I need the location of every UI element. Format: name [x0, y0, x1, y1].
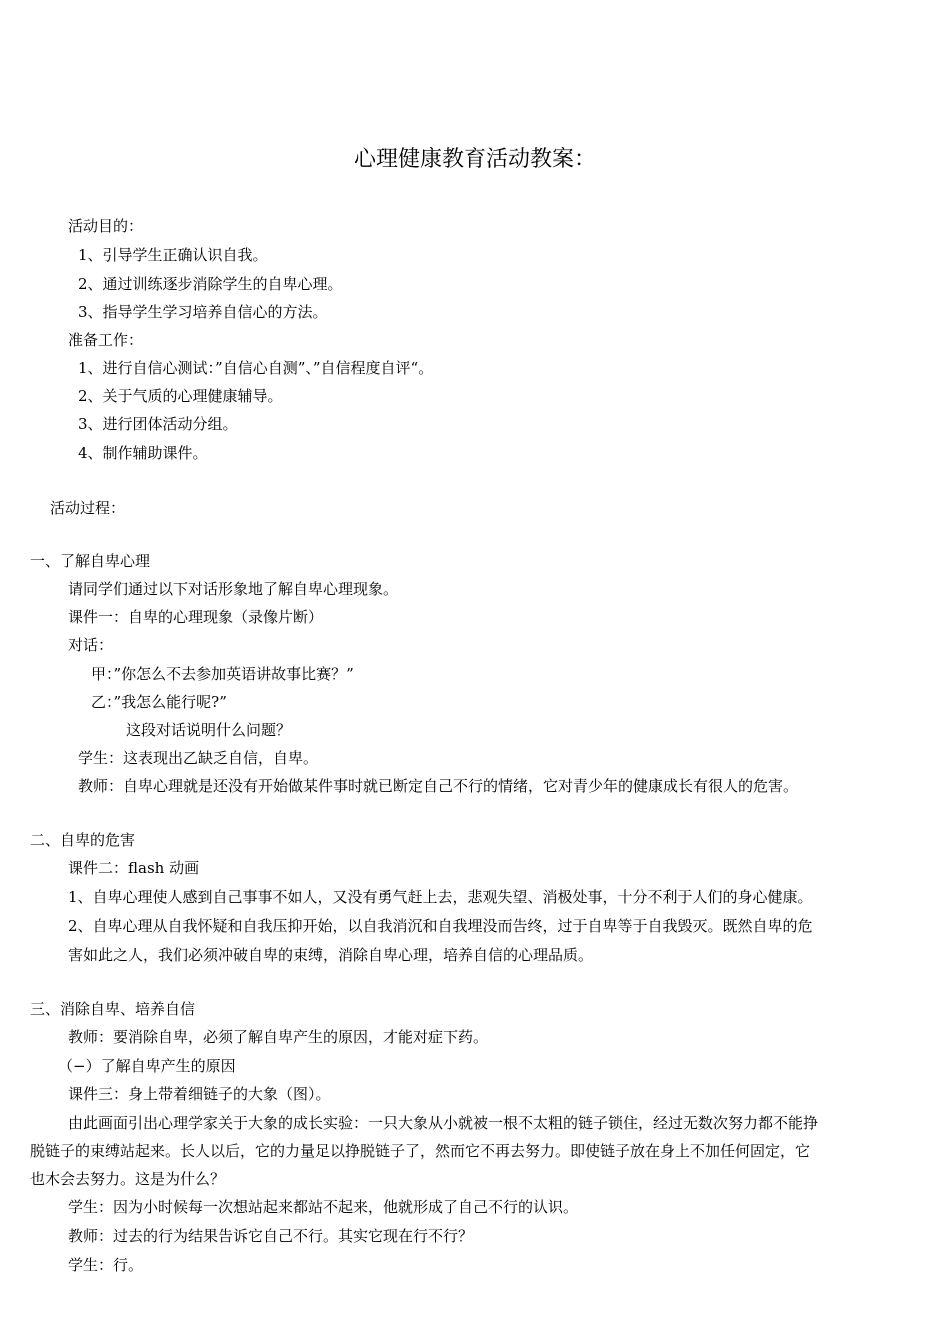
- purpose-item: 2、通过训练逐步消除学生的自卑心理。: [78, 275, 343, 293]
- prep-item: 2、关于气质的心理健康辅导。: [78, 387, 283, 405]
- section2-heading: 二、自卑的危害: [30, 831, 136, 849]
- process-heading: 活动过程：: [50, 499, 126, 517]
- purpose-item: 1、引导学生正确认识自我。: [78, 246, 268, 264]
- prep-item: 3、进行团体活动分组。: [78, 415, 238, 433]
- section3-line: 课件三：身上带着细链子的大象（图）。: [68, 1085, 331, 1103]
- section2-line: 1、自卑心理使人感到自己事事不如人，又没有勇气赶上去，悲观失望、消极处事，十分不利于人们的身心健康。: [68, 888, 813, 906]
- section3-line: 教师：过去的行为结果告诉它自己不行。其实它现在行不行？: [68, 1227, 474, 1245]
- dialogue-line-a: 甲：”你怎么不去参加英语讲故事比赛？”: [91, 665, 354, 683]
- section3-line: 由此画面引出心理学家关于大象的成长实验：一只大象从小就被一根不太粗的链子锁住，经过无数次努力都不能挣: [68, 1114, 819, 1132]
- prep-heading: 准备工作：: [68, 331, 144, 349]
- section2-line: 课件二：flash 动画: [68, 859, 200, 877]
- section1-line: 课件一：自卑的心理现象（录像片断）: [68, 608, 324, 626]
- section1-line: 教师：自卑心理就是还没有开始做某件事时就已断定自己不行的情绪，它对青少年的健康成长有很人的危害。: [78, 777, 799, 795]
- section1-line: 对话：: [68, 636, 114, 654]
- prep-item: 4、制作辅助课件。: [78, 444, 208, 462]
- section3-line: 也木会去努力。这是为什么？: [30, 1170, 226, 1188]
- dialogue-question: 这段对话说明什么问题？: [126, 721, 292, 739]
- section3-line: 脱链子的束缚站起来。长人以后，它的力量足以挣脱链子了，然而它不再去努力。即使链子放在身上不加任何固定，它: [30, 1142, 811, 1160]
- section2-line: 2、自卑心理从自我怀疑和自我压抑开始，以自我消沉和自我埋没而告终，过于自卑等于自我毁灭。既然自卑的危: [68, 917, 813, 935]
- document-title: 心理健康教育活动教案：: [353, 147, 596, 172]
- section3-heading: 三、消除自卑、培养自信: [30, 1000, 196, 1018]
- section3-line: 学生：行。: [68, 1256, 144, 1274]
- section1-heading: 一、了解自卑心理: [30, 552, 151, 570]
- section2-line: 害如此之人，我们必须冲破自卑的束缚，消除自卑心理，培养自信的心理品质。: [68, 946, 594, 964]
- purpose-heading: 活动目的：: [68, 217, 144, 235]
- prep-item: 1、进行自信心测试：”自信心自测”、”自信程度自评“。: [78, 359, 434, 377]
- section3-subheading: （−）了解自卑产生的原因: [58, 1057, 236, 1075]
- section3-line: 教师：要消除自卑，必须了解自卑产生的原因，才能对症下药。: [68, 1028, 489, 1046]
- purpose-item: 3、指导学生学习培养自信心的方法。: [78, 303, 328, 321]
- section3-line: 学生：因为小时候每一次想站起来都站不起来，他就形成了自己不行的认识。: [68, 1198, 579, 1216]
- section1-line: 请同学们通过以下对话形象地了解自卑心理现象。: [68, 580, 399, 598]
- section1-line: 学生：这表现出乙缺乏自信，自卑。: [78, 749, 319, 767]
- dialogue-line-b: 乙：”我怎么能行呢?”: [91, 693, 227, 711]
